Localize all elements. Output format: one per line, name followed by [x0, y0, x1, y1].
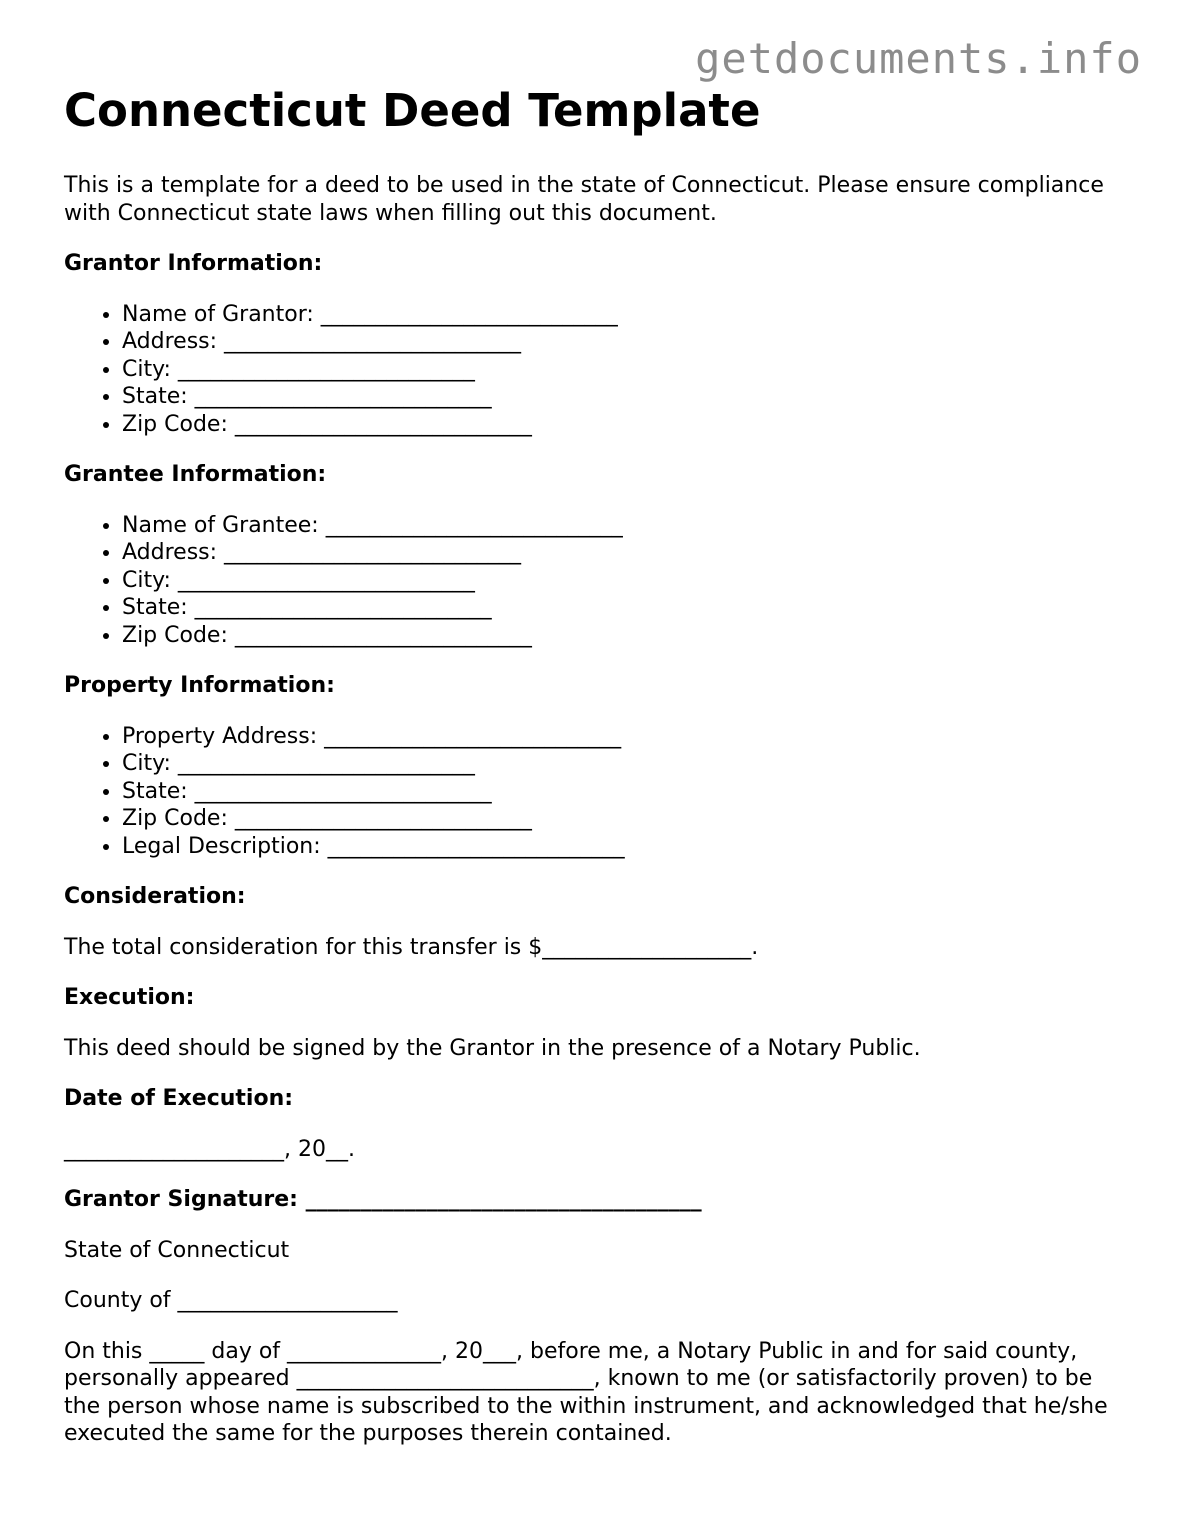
notary-acknowledgment: On this _____ day of ______________, 20___, before me, a Notary Public in and for said county, personally appeared ___________________________, known to me (or satisfactorily proven) to be the person whose name is subscribed to the within instrument, and acknowledged that he/she executed the same for the purposes therein contained.: [64, 1338, 1108, 1446]
property-address-field: • Property Address: ___________________________: [122, 723, 1124, 751]
intro-paragraph: This is a template for a deed to be used in the state of Connecticut. Please ensure compliance with Connecticut state laws when filling out this document.: [64, 173, 1104, 226]
execution-text: This deed should be signed by the Grantor in the presence of a Notary Public.: [64, 1035, 921, 1061]
property-state-field: • State: ___________________________: [122, 778, 1124, 806]
notary-county: County of ____________________: [64, 1288, 398, 1313]
grantee-name-field: • Name of Grantee: ___________________________: [122, 512, 1124, 540]
document-title: Connecticut Deed Template: [64, 84, 761, 137]
grantor-name-field: • Name of Grantor: ___________________________: [122, 301, 1124, 329]
consideration-heading: Consideration:: [64, 884, 246, 909]
property-legal-description-field: • Legal Description: ___________________________: [122, 833, 1124, 861]
grantor-signature-blank: ____________________________________: [297, 1187, 702, 1212]
grantor-heading: Grantor Information:: [64, 251, 323, 276]
property-heading: Property Information:: [64, 673, 335, 698]
grantor-zip-field: • Zip Code: ___________________________: [122, 411, 1124, 439]
property-city-field: • City: ___________________________: [122, 750, 1124, 778]
grantee-zip-field: • Zip Code: ___________________________: [122, 622, 1124, 650]
execution-heading: Execution:: [64, 985, 195, 1010]
property-zip-field: • Zip Code: ___________________________: [122, 805, 1124, 833]
grantee-state-field: • State: ___________________________: [122, 594, 1124, 622]
grantor-signature-label: Grantor Signature:: [64, 1187, 298, 1212]
notary-state: State of Connecticut: [64, 1237, 290, 1263]
grantor-address-field: • Address: ___________________________: [122, 328, 1124, 356]
date-of-execution-heading: Date of Execution:: [64, 1086, 294, 1111]
grantor-fields-list: [64, 301, 1124, 439]
grantee-fields-list: [64, 512, 1124, 650]
grantor-city-field: • City: ___________________________: [122, 356, 1124, 384]
date-of-execution-line: ____________________, 20__.: [64, 1136, 355, 1162]
grantee-address-field: • Address: ___________________________: [122, 539, 1124, 567]
grantor-state-field: • State: ___________________________: [122, 383, 1124, 411]
grantee-heading: Grantee Information:: [64, 462, 327, 487]
property-fields-list: [64, 723, 1124, 861]
document-page: [64, 82, 1124, 1448]
watermark: getdocuments.info: [695, 34, 1142, 83]
consideration-text: The total consideration for this transfer is $___________________.: [64, 934, 759, 960]
grantor-signature-line: [64, 1186, 1124, 1214]
grantee-city-field: • City: ___________________________: [122, 567, 1124, 595]
